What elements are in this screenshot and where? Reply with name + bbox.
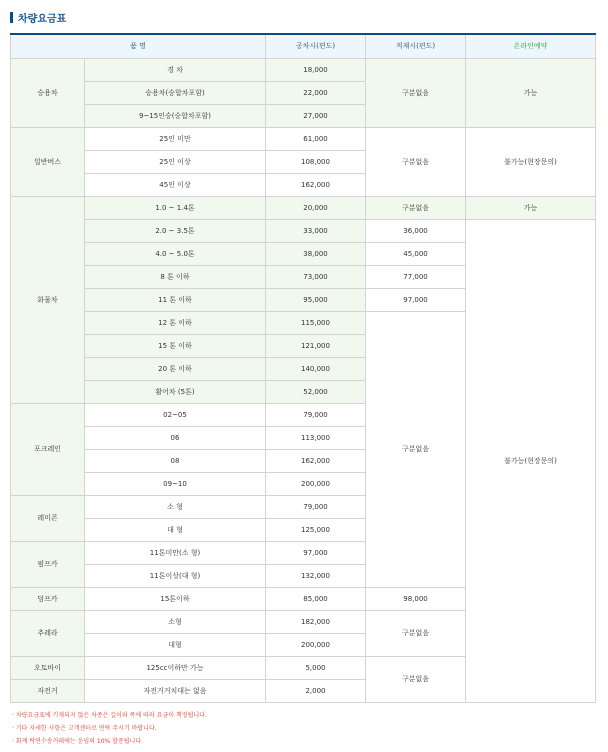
page-title xyxy=(10,9,66,25)
online-merged: 가능 xyxy=(466,197,596,220)
empty-fare: 52,000 xyxy=(266,381,366,404)
group-motorcycle: 오토바이 xyxy=(11,657,85,680)
table-row xyxy=(11,197,596,220)
header-online-reservation: 온라인예약 xyxy=(466,34,596,59)
group-trailer: 추레라 xyxy=(11,611,85,657)
empty-fare: 5,000 xyxy=(266,657,366,680)
item-name: 활어차 (5톤) xyxy=(85,381,266,404)
empty-fare: 182,000 xyxy=(266,611,366,634)
vehicle-fee-table xyxy=(10,33,596,703)
item-name: 11톤이상(대 형) xyxy=(85,565,266,588)
empty-fare: 2,000 xyxy=(266,680,366,703)
table-header-row xyxy=(11,34,596,59)
item-name: 25인 미만 xyxy=(85,128,266,151)
page-title-text: 차량요금표 xyxy=(18,13,67,25)
loaded-fare-merged: 구분없음 xyxy=(366,128,466,197)
empty-fare: 79,000 xyxy=(266,404,366,427)
empty-fare: 85,000 xyxy=(266,588,366,611)
item-name: 25인 이상 xyxy=(85,151,266,174)
empty-fare: 18,000 xyxy=(266,59,366,82)
empty-fare: 121,000 xyxy=(266,335,366,358)
item-name: 15 톤 이하 xyxy=(85,335,266,358)
item-name: 45인 이상 xyxy=(85,174,266,197)
group-bus: 일반버스 xyxy=(11,128,85,197)
item-name: 4.0 ~ 5.0톤 xyxy=(85,243,266,266)
empty-fare: 162,000 xyxy=(266,174,366,197)
item-name: 소 형 xyxy=(85,496,266,519)
table-row xyxy=(11,128,596,151)
empty-fare: 113,000 xyxy=(266,427,366,450)
loaded-fare: 45,000 xyxy=(366,243,466,266)
empty-fare: 162,000 xyxy=(266,450,366,473)
loaded-fare-merged: 구분없음 xyxy=(366,611,466,657)
empty-fare: 95,000 xyxy=(266,289,366,312)
item-name: 1.0 ~ 1.4톤 xyxy=(85,197,266,220)
item-name: 02~05 xyxy=(85,404,266,427)
item-name: 11 톤 이하 xyxy=(85,289,266,312)
empty-fare: 132,000 xyxy=(266,565,366,588)
item-name: 2.0 ~ 3.5톤 xyxy=(85,220,266,243)
title-marker xyxy=(10,12,13,23)
item-name: 09~10 xyxy=(85,473,266,496)
empty-fare: 108,000 xyxy=(266,151,366,174)
loaded-fare: 97,000 xyxy=(366,289,466,312)
item-name: 15톤이하 xyxy=(85,588,266,611)
loaded-fare-merged: 구분없음 xyxy=(366,197,466,220)
group-truck: 화물차 xyxy=(11,197,85,404)
header-item: 품 명 xyxy=(11,34,266,59)
empty-fare: 97,000 xyxy=(266,542,366,565)
item-name: 대형 xyxy=(85,634,266,657)
item-name: 대 형 xyxy=(85,519,266,542)
item-name: 9~15인승(승합차포함) xyxy=(85,105,266,128)
loaded-fare: 98,000 xyxy=(366,588,466,611)
loaded-fare: 36,000 xyxy=(366,220,466,243)
loaded-fare: 77,000 xyxy=(366,266,466,289)
group-pumpcar: 펌프카 xyxy=(11,542,85,588)
online-merged: 가능 xyxy=(466,59,596,128)
group-forklift: 포크레인 xyxy=(11,404,85,496)
header-empty-fare: 공차시(편도) xyxy=(266,34,366,59)
item-name: 경 차 xyxy=(85,59,266,82)
item-name: 11톤미만(소 형) xyxy=(85,542,266,565)
item-name: 승용차(승합차포함) xyxy=(85,82,266,105)
empty-fare: 140,000 xyxy=(266,358,366,381)
item-name: 08 xyxy=(85,450,266,473)
item-name: 소형 xyxy=(85,611,266,634)
group-passenger: 승용차 xyxy=(11,59,85,128)
empty-fare: 38,000 xyxy=(266,243,366,266)
empty-fare: 115,000 xyxy=(266,312,366,335)
fee-notes xyxy=(12,709,207,748)
item-name: 12 톤 이하 xyxy=(85,312,266,335)
empty-fare: 27,000 xyxy=(266,105,366,128)
table-row xyxy=(11,220,596,243)
header-loaded-fare: 적재시(편도) xyxy=(366,34,466,59)
empty-fare: 200,000 xyxy=(266,634,366,657)
table-row xyxy=(11,59,596,82)
empty-fare: 200,000 xyxy=(266,473,366,496)
group-dumptruck: 덤프카 xyxy=(11,588,85,611)
loaded-fare-merged: 구분없음 xyxy=(366,657,466,703)
empty-fare: 33,000 xyxy=(266,220,366,243)
note-line: · 기타 자세한 사항은 고객센터로 연락 주시기 바랍니다. xyxy=(12,725,157,732)
loaded-fare-merged: 구분없음 xyxy=(366,312,466,588)
online-merged: 불가능(현장문의) xyxy=(466,128,596,197)
note-line: · 차량요금표에 기재되지 않은 차종은 길이와 폭에 따라 요금이 책정됩니다. xyxy=(12,712,207,719)
empty-fare: 79,000 xyxy=(266,496,366,519)
item-name: 자전거거치대는 없음 xyxy=(85,680,266,703)
loaded-fare-merged: 구분없음 xyxy=(366,59,466,128)
item-name: 20 톤 이하 xyxy=(85,358,266,381)
empty-fare: 73,000 xyxy=(266,266,366,289)
item-name: 125cc이하만 가능 xyxy=(85,657,266,680)
empty-fare: 125,000 xyxy=(266,519,366,542)
online-merged: 불가능(현장문의) xyxy=(466,220,596,703)
item-name: 8 톤 이하 xyxy=(85,266,266,289)
item-name: 06 xyxy=(85,427,266,450)
group-bicycle: 자전거 xyxy=(11,680,85,703)
empty-fare: 20,000 xyxy=(266,197,366,220)
note-line: · 화계 탁연수송거래에는 운임의 10% 할증됩니다. xyxy=(12,738,144,745)
group-remicon: 레미콘 xyxy=(11,496,85,542)
empty-fare: 22,000 xyxy=(266,82,366,105)
empty-fare: 61,000 xyxy=(266,128,366,151)
